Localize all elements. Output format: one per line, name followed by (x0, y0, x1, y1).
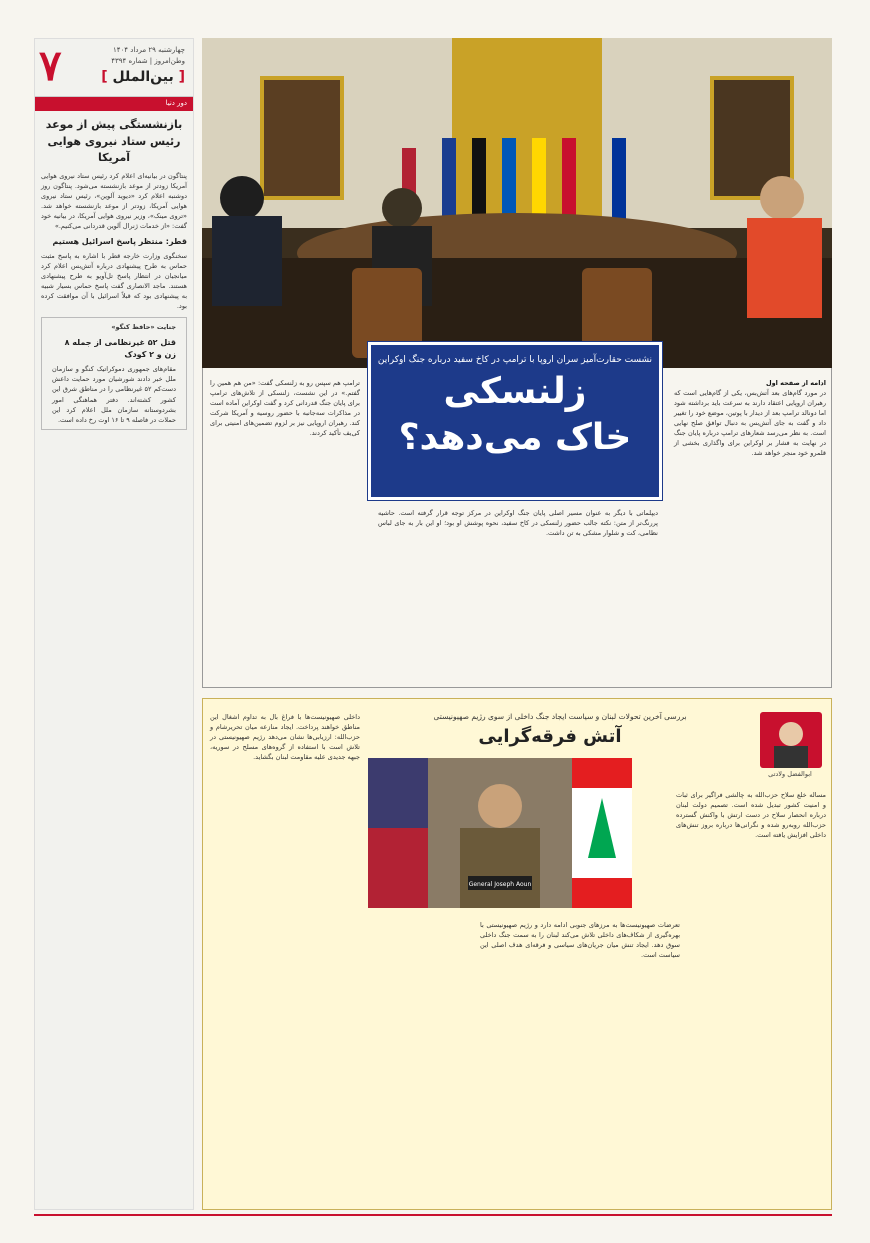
main-kicker: نشست حقارت‌آمیز سران اروپا با ترامپ در کاخ سفید درباره جنگ اوکراین (377, 355, 653, 365)
main-headline-line2: خاک می‌دهد؟ (398, 416, 632, 458)
story1-text: پنتاگون در بیانیه‌ای اعلام کرد رئیس ستاد نیروی هوایی آمریکا زودتر از موعد بازنشسته می‌شود. پنتاگون روز دوشنبه اعلام کرد «دیوید آلوین»، رئیس ستاد نیروی هوایی آمریکا، زودتر از موعد بازنشسته خواهد شد. «تروی مینک»، وزیر نیروی هوایی آمریکا، در بیانیه خود گفت: «از خدمات ژنرال آلوین قدردانی می‌کنیم.» (41, 171, 187, 230)
story3-box (41, 317, 187, 429)
sidebar (34, 38, 194, 1210)
general-photo-illustration (368, 758, 632, 908)
issue-number: وطن‌امروز | شماره ۴۳۹۴ (111, 56, 185, 65)
story2-title: قطر: منتظر پاسخ اسرائیل هستیم (52, 236, 187, 246)
headline-box (368, 342, 662, 500)
date-text: چهارشنبه ۲۹ مرداد ۱۴۰۴ (113, 46, 185, 54)
story2-text: سخنگوی وزارت خارجه قطر با اشاره به پاسخ مثبت حماس به طرح پیشنهادی درباره آتش‌بس اعلام کرد میانجیان در انتظار پاسخ تل‌آویو به طرح پیشنهادی هستند. ماجد الانصاری گفت پاسخ حماس بسیار شبیه به پیشنهادی بود که قبلاً اسرائیل با آن موافقت کرده بود. (41, 251, 187, 311)
story3-title: قتل ۵۲ غیرنظامی از جمله ۸ زن و ۲ کودک (64, 338, 176, 360)
main-col-right (674, 378, 826, 459)
author-avatar-icon (760, 712, 822, 768)
main-col-middle: ترامپ هم سپس رو به زلنسکی گفت: «من هم همین را گفتم.» در این نشست، زلنسکی از تلاش‌های ترامپ برای پایان جنگ قدردانی کرد و گفت اوکراین آماده است در مذاکرات سه‌جانبه با حضور روسیه و آمریکا شرکت کند. رهبران اروپایی نیز بر لزوم تضمین‌های امنیتی برای کی‌یف تأکید کردند. (210, 379, 360, 438)
lower-title: آتش فرقه‌گرایی (478, 726, 622, 747)
section-title: [ بین‌الملل ] (101, 69, 185, 85)
author-name: ابوالفضل ولادتی (768, 770, 812, 778)
main-headline-line1: زلنسکی (443, 371, 587, 413)
story3-text: مقام‌های جمهوری دموکراتیک کنگو و سازمان ملل خبر دادند شورشیان مورد حمایت داعش دست‌کم ۵۲ غیرنظامی را در مناطق شرق این کشور کشته‌اند. دفتر هماهنگی امور بشردوستانه سازمان ملل اعلام کرد این حملات در فاصله ۹ تا ۱۶ اوت رخ داده است. (52, 365, 176, 424)
lower-col-left: داخلی صهیونیست‌ها با فراغ بال به تداوم اشغال این مناطق خواهند پرداخت. ایجاد منازعه میان تحریرشام و حزب‌الله: ارزیابی‌ها نشان می‌دهد رژیم صهیونیستی در تلاش است با استفاده از گروه‌های مسلح در سوریه، جبهه جدیدی علیه مقاومت لبنان بگشاید. (210, 713, 360, 762)
main-col-left: دیپلماتی با دیگر به عنوان مسیر اصلی پایان جنگ اوکراین در مرکز توجه قرار گرفته است. حاشیه پررنگ‌تر از متن: نکته جالب حضور زلنسکی در کاخ سفید، نحوه پوشش او بود؛ او این بار به جای لباس نظامی، کت و شلوار مشکی به تن داشت. (378, 509, 658, 538)
page-number: ۷ (39, 41, 62, 90)
author-photo (760, 712, 822, 768)
continued-label: ادامه از صفحه اول (765, 379, 826, 387)
page-header (35, 39, 193, 97)
story1-title: بازنشستگی پیش از موعد رئیس ستاد نیروی هوایی آمریکا (45, 118, 183, 164)
main-col-right-text: در مورد گام‌های بعد آتش‌بس، یکی از گام‌هایی است که رهبران اروپایی اعتقاد دارند به سرعت باید برداشته شود اما دونالد ترامپ بعد از دیدار با پوتین، موضع خود را تغییر داد و گفت به جای آتش‌بس به دنبال توافق صلح نهایی است. به نظر می‌رسد شعارهای ترامپ درباره پایان جنگ در نهایت به فشار بر اوکراین برای واگذاری بخشی از قلمرو خود منجر خواهد شد. (674, 389, 826, 458)
lower-kicker: بررسی آخرین تحولات لبنان و سیاست ایجاد جنگ داخلی از سوی رژیم صهیونیستی (433, 712, 687, 721)
general-name-plate: General Joseph Aoun (468, 881, 532, 888)
summit-photo (202, 38, 832, 368)
summit-photo-illustration (202, 38, 832, 368)
lower-col-middle: تعرضات صهیونیست‌ها به مرزهای جنوبی ادامه دارد و رژیم صهیونیستی با بهره‌گیری از شکاف‌های داخلی تلاش می‌کند لبنان را به سمت جنگ داخلی سوق دهد. ایجاد تنش میان جریان‌های سیاسی و فرقه‌ای هدف اصلی این سیاست است. (480, 921, 680, 960)
lower-col-right: مساله خلع سلاح حزب‌الله به چالشی فراگیر برای ثبات و امنیت کشور تبدیل شده است. تصمیم دولت لبنان درباره انحصار سلاح در دست ارتش با واکنش گسترده حزب‌الله روبه‌رو شده و نگرانی‌ها درباره بروز تنش‌های داخلی افزایش یافته است. (676, 791, 826, 840)
lebanon-general-photo (368, 758, 632, 908)
section-bar: دور دنیا (35, 97, 193, 111)
story3-kicker: جنایت «حافظ کنگو» (111, 323, 176, 332)
issue-date (111, 45, 185, 66)
bottom-rule (34, 1214, 832, 1216)
